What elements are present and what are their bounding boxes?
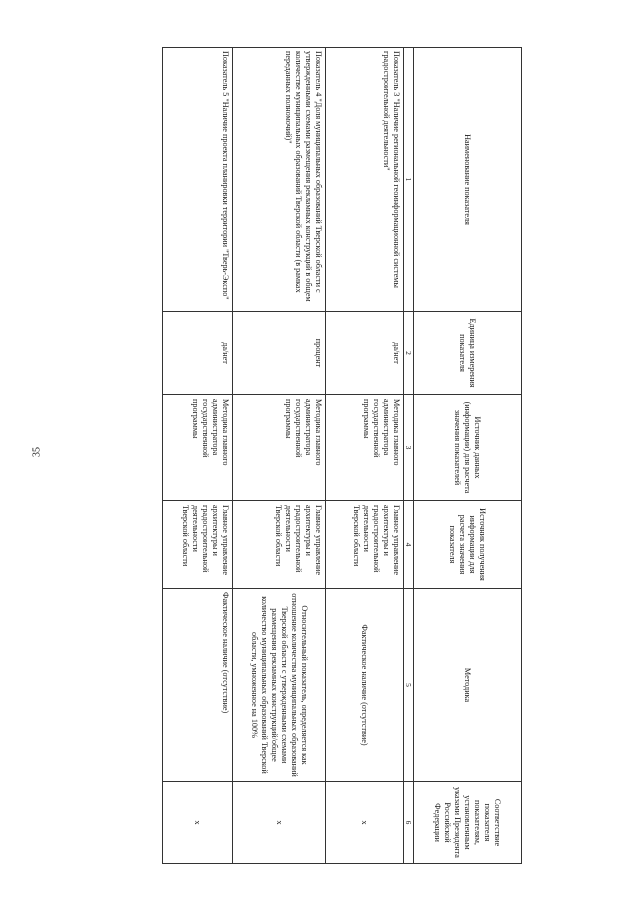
column-number: 3 [403,395,413,501]
header-method: Методика [414,589,522,782]
indicator-unit: да/нет [162,312,232,395]
table-row [232,48,325,864]
column-number: 4 [403,501,413,589]
indicator-name: Показатель 4 "Доля муниципальных образований Тверской области с утвержденными схемами размещения рекламных конструкций в общем количестве муниципальных образований Тверской области (в рамках переданных полномочий)" [232,48,325,312]
indicators-table [162,47,522,864]
indicator-data-source: Методика главного администратора государственной программы [232,395,325,501]
indicator-data-source: Методика главного администратора государственной программы [325,395,403,501]
indicator-method: Фактическое наличие (отсутствие) [325,589,403,782]
page-number: 35 [31,447,43,457]
column-number: 5 [403,589,413,782]
column-number: 2 [403,312,413,395]
indicator-info-origin: Главное управление архитектуры и градостроительной деятельности Тверской области [162,501,232,589]
table-row [162,48,232,864]
indicator-data-source: Методика главного администратора государственной программы [162,395,232,501]
indicator-compliance: х [232,782,325,864]
indicator-name: Показатель 3 "Наличие региональной геоинформационной системы градостроительной деятельности" [325,48,403,312]
header-indicator-name: Наименование показателя [414,48,522,312]
indicators-table-container [165,47,522,863]
column-number-row [403,48,413,864]
column-number: 1 [403,48,413,312]
indicator-compliance: х [162,782,232,864]
indicator-info-origin: Главное управление архитектуры и градостроительной деятельности Тверской области [232,501,325,589]
indicator-compliance: х [325,782,403,864]
header-info-origin: Источник получения информации для расчета значения показателя [414,501,522,589]
indicator-unit: процент [232,312,325,395]
table-row [325,48,403,864]
header-unit: Единица измерения показателя [414,312,522,395]
indicator-method: Относительный показатель, определяется как отношение количества муниципальных образований Тверской области с утвержденными схемами размещения рекламных конструкций/общее количество муниципальных образований Тверской области, умноженное на 100% [232,589,325,782]
table-header-row [414,48,522,864]
indicator-unit: да/нет [325,312,403,395]
indicator-name: Показатель 5 "Наличие проекта планировки территории "Тверь-Экспо" [162,48,232,312]
indicator-info-origin: Главное управление архитектуры и градостроительной деятельности Тверской области [325,501,403,589]
indicator-method: Фактическое наличие (отсутствие) [162,589,232,782]
column-number: 6 [403,782,413,864]
header-compliance: Соответствие показателя показателям, установленным указами Президента Российской Федерации [414,782,522,864]
header-data-source: Источник данных (информации) для расчета значения показателей [414,395,522,501]
